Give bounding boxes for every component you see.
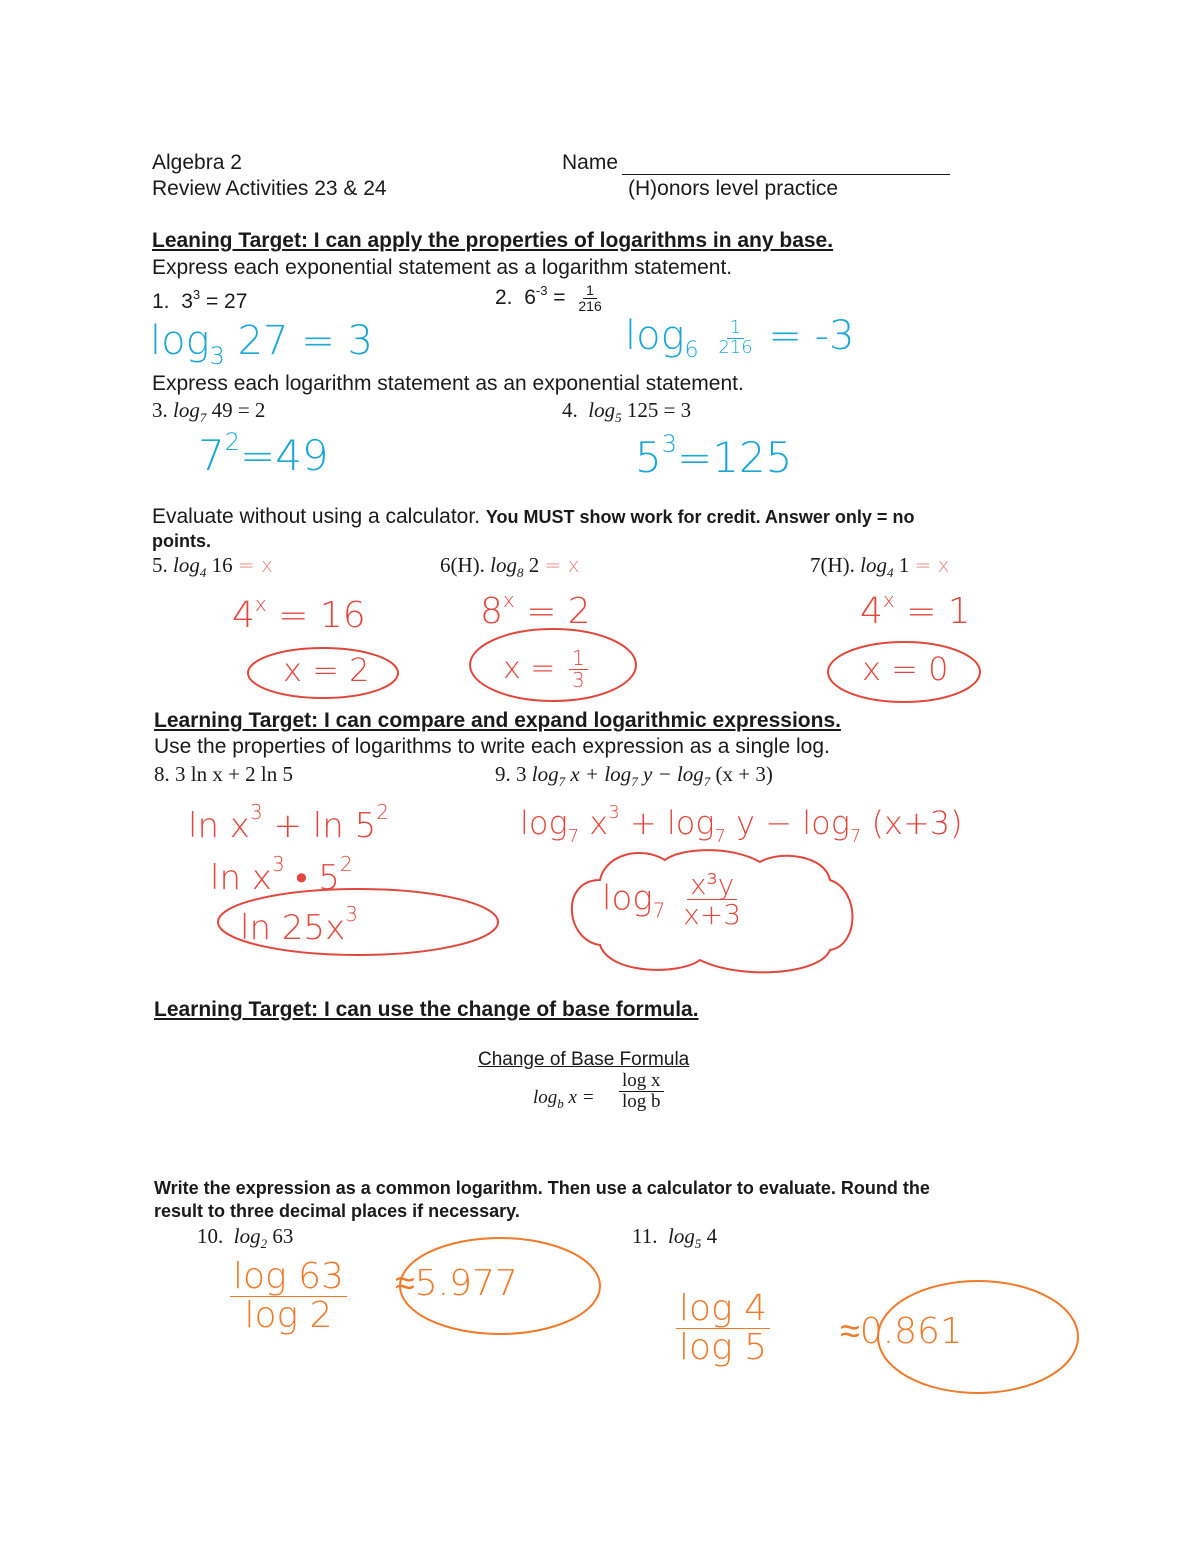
work-11: $\frac{\log 4}{\log 5}$ xyxy=(672,1290,770,1367)
answer-5: x = 2 xyxy=(283,651,370,689)
problem-9: 9. 3 $\log_7 x + \log_7 y - \log_7 (x + 3)$ xyxy=(495,762,773,789)
instruction-4: Write the expression as a common logarithm. Then use a calculator to evaluate. Round the xyxy=(154,1178,930,1198)
problem-11: 11. $\log_5 4$ xyxy=(632,1224,718,1251)
level-note: (H)onors level practice xyxy=(628,177,839,200)
work-10: $\frac{\log 63}{\log 2}$ xyxy=(226,1258,347,1335)
answer-7: x = 0 xyxy=(862,650,949,688)
problem-1: 1. $3^3 = 27$ xyxy=(152,287,248,313)
formula-title: Change of Base Formula xyxy=(478,1049,690,1070)
name-field[interactable] xyxy=(622,152,950,175)
work-9-line1: $\log_7 x^3 + \log_7 y - \log_7 (x+3)$ xyxy=(520,802,963,847)
evaluate-instruction: Evaluate without using a calculator. You MUST show work for credit. Answer only = no xyxy=(152,505,915,528)
problem-5: 5. $\log_4 16 = x$ xyxy=(152,553,273,580)
problem-7: 7(H). $\log_4 1 = x$ xyxy=(810,553,950,580)
activity-title: Review Activities 23 & 24 xyxy=(152,177,387,200)
instruction-3: Use the properties of logarithms to write each expression as a single log. xyxy=(154,735,830,758)
problem-8: 8. 3 ln x + 2 ln 5 xyxy=(154,762,294,786)
problem-2: 2. $6^{-3}$ = $\frac{1}{216}$ xyxy=(495,282,602,314)
instruction-2: Express each logarithm statement as an exponential statement. xyxy=(152,372,744,395)
answer-1: $\log_3 27 = 3$ xyxy=(150,318,373,370)
answer-4: $5^3=125$ xyxy=(635,430,793,482)
problem-6: 6(H). $\log_8 2 = x$ xyxy=(440,553,580,580)
answer-2: $\log_6$ $\frac{1}{216}$ = -3 xyxy=(625,313,855,363)
work-8-line2: $\ln x^3$ • $5^2$ xyxy=(210,852,353,898)
name-label: Name xyxy=(562,151,619,174)
work-8-line1: $\ln x^3 + \ln 5^2$ xyxy=(188,800,389,846)
instruction-4-cont: result to three decimal places if necessary. xyxy=(154,1201,520,1221)
course-title: Algebra 2 xyxy=(152,151,242,174)
learning-target-1: Leaning Target: I can apply the properties of logarithms in any base. xyxy=(152,229,834,252)
answer-11: ≈0.861 xyxy=(840,1311,963,1352)
formula-lhs: $\log_b x$ = xyxy=(533,1087,595,1111)
learning-target-2: Learning Target: I can compare and expand logarithmic expressions. xyxy=(154,709,841,732)
problem-3: 3. $\log_7 49 = 2$ xyxy=(152,398,266,425)
work-6: 8$^x$ = 2 xyxy=(480,588,591,632)
problem-4: 4. $\log_5 125 = 3$ xyxy=(562,398,692,425)
work-7: 4$^x$ = 1 xyxy=(860,588,971,632)
formula-fraction: $\frac{\text{log x}}{\text{log b}}$ xyxy=(615,1071,664,1112)
answer-6: x = $\frac{1}{3}$ xyxy=(503,648,588,691)
evaluate-instruction-cont: points. xyxy=(152,531,211,551)
answer-9: $\log_7$ $\frac{\text{x³y}}{x+3}$ xyxy=(602,868,742,932)
answer-3: $7^2=49$ xyxy=(198,428,329,480)
instruction-1: Express each exponential statement as a logarithm statement. xyxy=(152,256,733,279)
answer-8: $\ln 25x^3$ xyxy=(240,902,358,948)
learning-target-3: Learning Target: I can use the change of base formula. xyxy=(154,998,699,1021)
problem-10: 10. $\log_2 63$ xyxy=(197,1224,294,1251)
work-5: 4$^x$ = 16 xyxy=(232,592,366,636)
answer-10: ≈5.977 xyxy=(395,1263,518,1304)
